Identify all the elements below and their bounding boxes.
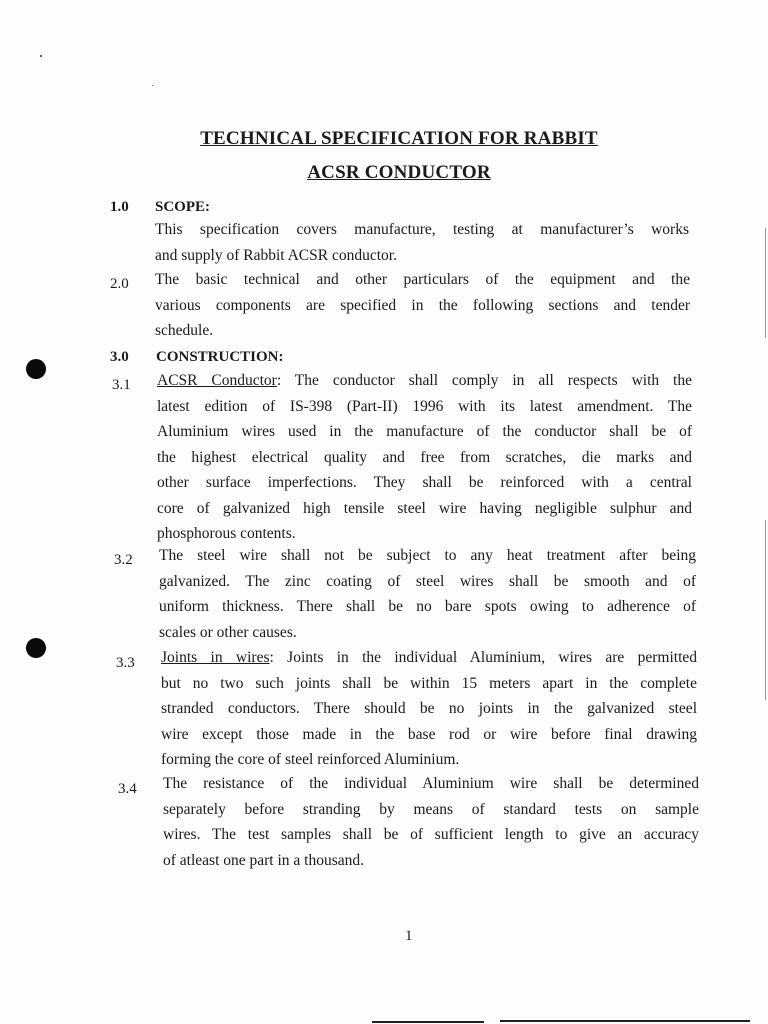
paragraph-line: and supply of Rabbit ACSR conductor. — [155, 246, 397, 264]
paragraph-line: separately before stranding by means of standard tests on sample — [163, 800, 699, 818]
section-number: 2.0 — [110, 276, 129, 292]
term-joints-in-wires: Joints in wires — [161, 649, 270, 666]
paragraph-line: The steel wire shall not be subject to any heat treatment after being — [159, 547, 696, 564]
punch-hole-bottom — [26, 638, 46, 658]
paragraph-line: wire except those made in the base rod or wire before final drawing — [161, 725, 697, 743]
term-acsr-conductor: ACSR Conductor — [157, 372, 277, 389]
section-heading-scope: SCOPE: — [155, 199, 211, 215]
paragraph-line: schedule. — [155, 322, 214, 339]
section-number: 3.2 — [114, 552, 133, 568]
paragraph-line: The basic technical and other particulars of the equipment and the — [155, 271, 690, 288]
paragraph-line: forming the core of steel reinforced Aluminium. — [161, 751, 460, 768]
paragraph-line-rest: : The conductor shall comply in all respects with the — [276, 372, 692, 389]
paragraph-line: latest edition of IS-398 (Part-II) 1996 with its latest amendment. The — [157, 397, 692, 415]
paragraph-line: This specification covers manufacture, testing at manufacturer’s works — [155, 221, 689, 238]
section-3-1-paragraph — [157, 368, 692, 547]
section-number: 3.3 — [116, 655, 135, 671]
paragraph-line: The resistance of the individual Aluminium wire shall be determined — [163, 775, 699, 792]
document-title-line2: ACSR CONDUCTOR — [307, 162, 491, 183]
paragraph-line: uniform thickness. There shall be no bare spots owing to adherence of — [159, 598, 696, 615]
page-edge-mark — [765, 228, 766, 338]
scan-speck — [40, 55, 42, 57]
section-2-paragraph — [155, 267, 690, 344]
paragraph-line: scales or other causes. — [159, 623, 297, 641]
paragraph-line: wires. The test samples shall be of sufficient length to give an accuracy — [163, 826, 699, 843]
punch-hole-top — [26, 359, 46, 379]
paragraph-line: the highest electrical quality and free from scratches, die marks and — [157, 448, 692, 466]
section-3-4-paragraph — [163, 771, 699, 873]
page-number: 1 — [405, 928, 413, 944]
section-3-2-paragraph — [159, 543, 696, 645]
document-title-line1: TECHNICAL SPECIFICATION FOR RABBIT — [200, 128, 598, 149]
section-number: 3.1 — [112, 377, 131, 393]
paragraph-line: of atleast one part in a thousand. — [163, 851, 365, 869]
section-number: 3.0 — [110, 349, 129, 365]
section-heading-construction: CONSTRUCTION: — [156, 349, 284, 365]
section-number: 1.0 — [110, 199, 129, 215]
bottom-edge-rule — [372, 1021, 484, 1023]
paragraph-line: core of galvanized high tensile steel wire having negligible sulphur and — [157, 499, 692, 517]
paragraph-line: phosphorous contents. — [157, 525, 296, 542]
paragraph-line: Aluminium wires used in the manufacture of the conductor shall be of — [157, 423, 692, 440]
paragraph-line: stranded conductors. There should be no joints in the galvanized steel — [161, 700, 697, 717]
scan-speck — [152, 85, 153, 86]
paragraph-line — [161, 645, 697, 671]
paragraph-line: galvanized. The zinc coating of steel wires shall be smooth and of — [159, 572, 696, 590]
section-3-3-paragraph — [161, 645, 697, 773]
paragraph-line: but no two such joints shall be within 15 meters apart in the complete — [161, 674, 697, 692]
section-1-paragraph — [155, 217, 689, 268]
paragraph-line: other surface imperfections. They shall be reinforced with a central — [157, 474, 692, 491]
page-edge-mark — [765, 520, 766, 700]
paragraph-line-rest: : Joints in the individual Aluminium, wires are permitted — [269, 649, 698, 666]
section-number: 3.4 — [118, 781, 137, 797]
paragraph-line: various components are specified in the following sections and tender — [155, 296, 690, 314]
paragraph-line — [157, 368, 692, 394]
bottom-edge-rule — [500, 1020, 750, 1022]
